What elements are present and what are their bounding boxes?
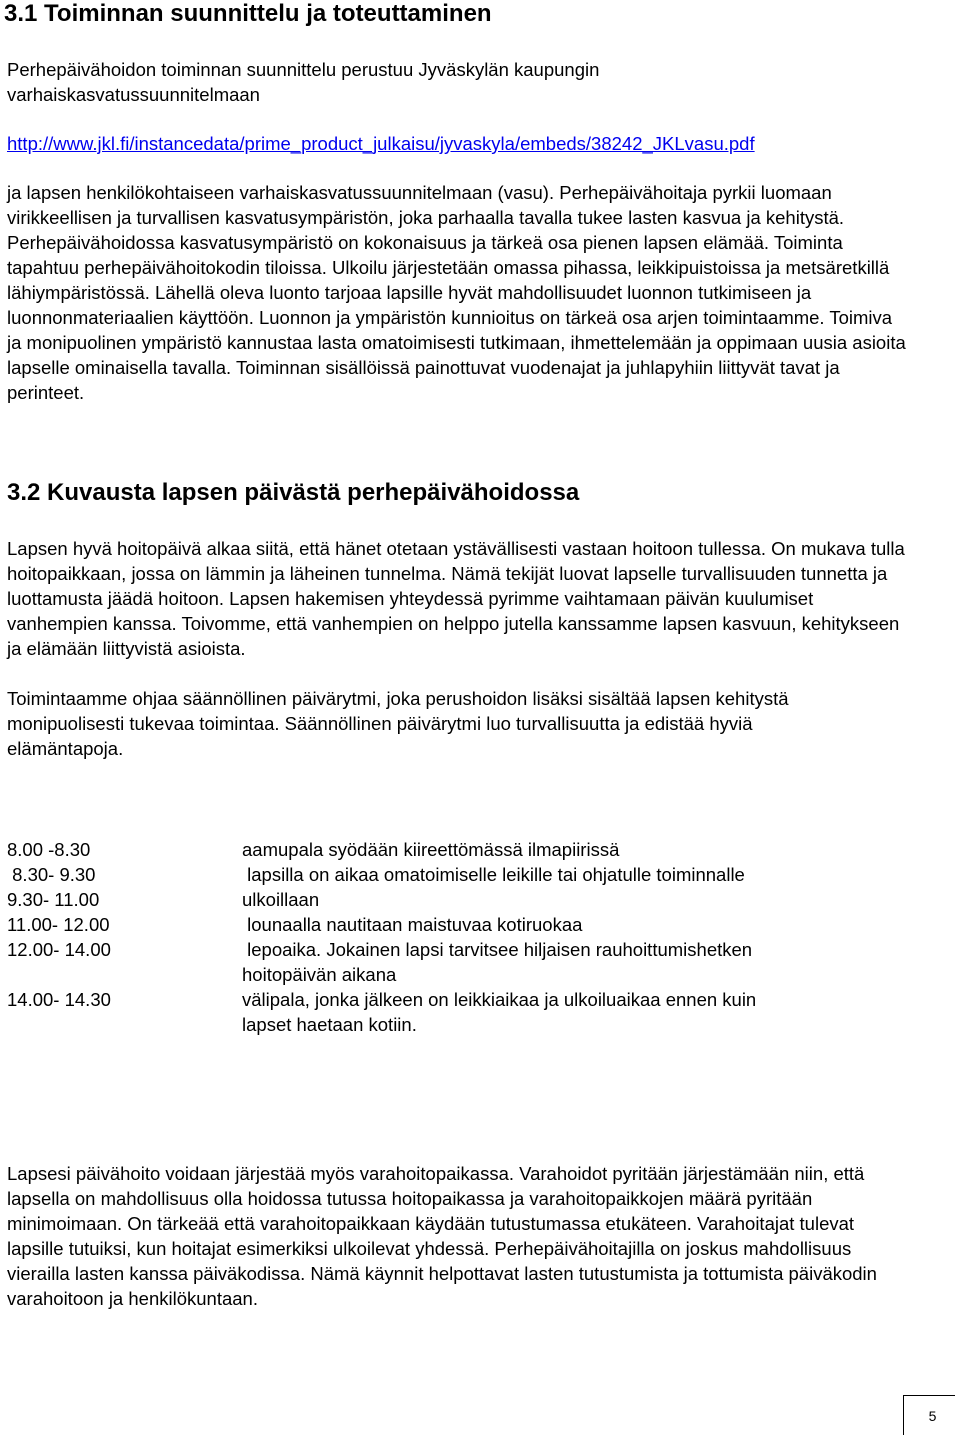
schedule-activity: aamupala syödään kiireettömässä ilmapiirissä xyxy=(242,839,620,860)
section1-body-paragraph: ja lapsen henkilökohtaiseen varhaiskasvatussuunnitelmaan (vasu). Perhepäivähoitaja pyrkii luomaan virikkeellisen ja turvallisen kasvatusympäristön, joka parhaalla tavalla tukee lasten kasvua ja kehitystä. Perhepäivähoidossa kasvatusympäristö on kokonaisuus ja tärkeä osa pienen lapsen elämää. Toiminta tapahtuu perhepäivähoitokodin tiloissa. Ulkoilu järjestetään omassa pihassa, leikkipuistoissa ja metsäretkillä lähiympäristössä. Lähellä oleva luonto tarjoaa lapsille hyvät mahdollisuudet luonnon tutkimiseen ja luonnonmateriaalien käyttöön. Luonnon ja ympäristön kunnioitus on tärkeä osa arjen toimintaamme. Toimiva ja monipuolinen ympäristö kannustaa lasta omatoimisesti tutkimaan, ihmettelemään ja oppimaan uusia asioita lapselle ominaisella tavalla. Toiminnan sisällöissä painottuvat vuodenajat ja juhlapyhiin liittyvät tavat ja perinteet. xyxy=(7,182,906,403)
schedule-activity: välipala, jonka jälkeen on leikkiaikaa ja ulkoiluaikaa ennen kuin lapset haetaan kotiin. xyxy=(242,989,757,1035)
section2-paragraph-1: Lapsen hyvä hoitopäivä alkaa siitä, että hänet otetaan ystävällisesti vastaan hoitoon tullessa. On mukava tulla hoitopaikkaan, jossa on lämmin ja läheinen tunnelma. Nämä tekijät luovat lapselle turvallisuuden tunnetta ja luottamusta jäädä hoitoon. Lapsen hakemisen yhteydessä pyrimme vaihtamaan päivän kuulumiset vanhempien kanssa. Toivomme, että vanhempien on helppo jutella kanssamme lapsen kasvuun, kehitykseen ja elämään liittyvistä asioista. xyxy=(7,538,905,659)
section3-paragraph: Lapsesi päivähoito voidaan järjestää myös varahoitopaikassa. Varahoidot pyritään järjestämään niin, että lapsella on mahdollisuus olla hoidossa tutussa hoitopaikassa ja varahoitopaikkojen määrä pyritään minimoimaan. On tärkeää että varahoitopaikkaan käydään tutustumassa etukäteen. Varahoitajat tulevat lapsille tutuiksi, kun hoitajat esimerkiksi ulkoilevat yhdessä. Perhepäivähoitajilla on joskus mahdollisuus vierailla lasten kanssa päiväkodissa. Nämä käynnit helpottavat lasten tutustumista ja tottumista päiväkodin varahoitoon ja henkilökuntaan. xyxy=(7,1163,877,1309)
schedule-row xyxy=(7,837,907,862)
schedule-row xyxy=(7,937,907,987)
page-number: 5 xyxy=(903,1395,955,1435)
section2-paragraph-2: Toimintaamme ohjaa säännöllinen päivärytmi, joka perushoidon lisäksi sisältää lapsen kehitystä monipuolisesti tukevaa toimintaa. Säännöllinen päivärytmi luo turvallisuutta ja edistää hyviä elämäntapoja. xyxy=(7,688,789,759)
schedule-row xyxy=(7,912,907,937)
schedule-time: 12.00- 14.00 xyxy=(7,939,111,960)
intro-paragraph: Perhepäivähoidon toiminnan suunnittelu perustuu Jyväskylän kaupungin varhaiskasvatussuunnitelmaan xyxy=(7,59,600,105)
schedule-time: 11.00- 12.00 xyxy=(7,914,110,935)
vasu-pdf-link[interactable]: http://www.jkl.fi/instancedata/prime_product_julkaisu/jyvaskyla/embeds/38242_JKLvasu.pdf xyxy=(7,133,755,154)
schedule-time: 8.00 -8.30 xyxy=(7,839,91,860)
schedule-activity: ulkoillaan xyxy=(242,889,320,910)
schedule-activity: lapsilla on aikaa omatoimiselle leikille tai ohjatulle toiminnalle xyxy=(242,864,745,885)
daily-schedule xyxy=(7,837,907,1037)
vasu-link-paragraph xyxy=(7,131,947,156)
schedule-row xyxy=(7,887,907,912)
schedule-time: 14.00- 14.30 xyxy=(7,989,111,1010)
schedule-time: 9.30- 11.00 xyxy=(7,889,100,910)
schedule-time: 8.30- 9.30 xyxy=(7,864,96,885)
schedule-activity: lounaalla nautitaan maistuvaa kotiruokaa xyxy=(242,914,583,935)
section-heading-3-1: 3.1 Toiminnan suunnittelu ja toteuttaminen xyxy=(4,0,492,27)
schedule-row xyxy=(7,987,907,1037)
section-heading-3-2: 3.2 Kuvausta lapsen päivästä perhepäivähoidossa xyxy=(7,479,580,506)
schedule-activity: lepoaika. Jokainen lapsi tarvitsee hiljaisen rauhoittumishetken hoitopäivän aikana xyxy=(242,939,753,985)
schedule-row xyxy=(7,862,907,887)
